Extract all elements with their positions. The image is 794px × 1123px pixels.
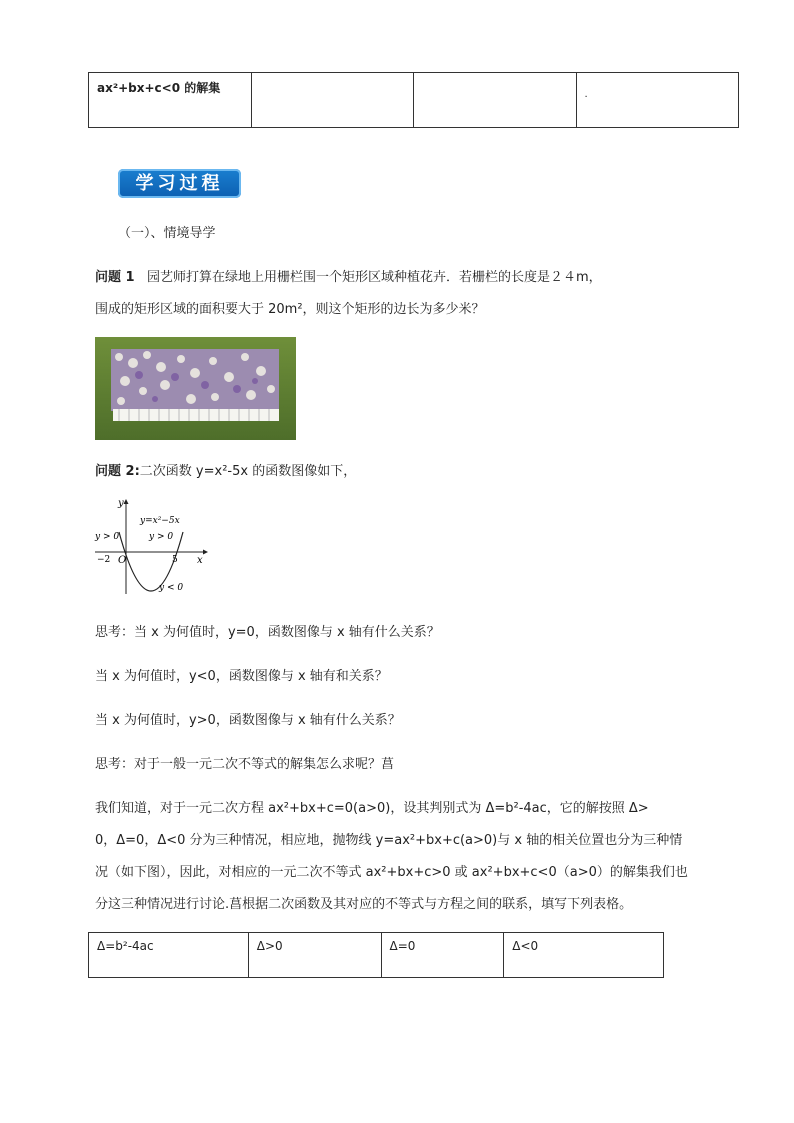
table-cell: Δ<0 bbox=[504, 933, 664, 978]
problem1-line1 bbox=[95, 269, 602, 287]
paragraph-line2: 0，Δ=0，Δ<0 分为三种情况，相应地，抛物线 y=ax²+bx+c(a>0)与 x 轴的相关位置也分为三种情 bbox=[95, 833, 683, 848]
origin-label: O bbox=[118, 555, 127, 566]
table-cell: Δ>0 bbox=[248, 933, 381, 978]
problem2-line bbox=[95, 463, 356, 481]
think-q4: 思考：对于一般一元二次不等式的解集怎么求呢？菖 bbox=[95, 757, 395, 772]
table-cell: ax²+bx+c<0 的解集 bbox=[89, 73, 252, 128]
tick-neg2: −2 bbox=[97, 555, 111, 565]
table-row bbox=[89, 73, 739, 128]
top-table bbox=[88, 72, 739, 128]
problem2-text: 二次函数 y=x²-5x 的函数图像如下， bbox=[139, 464, 357, 479]
table-cell: Δ=b²-4ac bbox=[89, 933, 249, 978]
x-axis-label: x bbox=[197, 555, 203, 566]
equation-label: y=x²−5x bbox=[140, 516, 180, 526]
table-cell: . bbox=[576, 73, 738, 128]
paragraph-line4: 分这三种情况进行讨论.菖根据二次函数及其对应的不等式与方程之间的联系，填写下列表格。 bbox=[95, 897, 633, 912]
x-axis-arrow bbox=[203, 550, 208, 555]
problem2-label: 问题 2: bbox=[95, 464, 140, 479]
problem1-text1: 园艺师打算在绿地上用栅栏围一个矩形区域种植花卉．若栅栏的长度是２４m， bbox=[146, 270, 602, 285]
left-region-label: y > 0 bbox=[95, 532, 120, 542]
table-cell bbox=[414, 73, 576, 128]
discriminant-table bbox=[88, 932, 664, 978]
paragraph-line3: 况（如下图），因此，对相应的一元二次不等式 ax²+bx+c>0 或 ax²+bx+c<0（a>0）的解集我们也 bbox=[95, 865, 688, 880]
section-title: 学习过程 bbox=[118, 169, 241, 198]
problem1-line2: 围成的矩形区域的面积要大于 20m²，则这个矩形的边长为多少米？ bbox=[95, 302, 485, 317]
think-q1: 思考：当 x 为何值时，y=0，函数图像与 x 轴有什么关系？ bbox=[95, 625, 440, 640]
problem1-label: 问题 1 bbox=[95, 270, 135, 285]
table-row bbox=[89, 933, 664, 978]
below-region-label: y < 0 bbox=[159, 583, 184, 593]
subsection-heading: （一）、情境导学 bbox=[118, 226, 216, 241]
think-q3: 当 x 为何值时，y>0，函数图像与 x 轴有什么关系？ bbox=[95, 713, 401, 728]
think-q2: 当 x 为何值时，y<0，函数图像与 x 轴有和关系？ bbox=[95, 669, 388, 684]
y-axis-label: y bbox=[118, 498, 124, 509]
y-axis-arrow bbox=[124, 499, 129, 504]
paragraph-line1: 我们知道，对于一元二次方程 ax²+bx+c=0(a>0)，设其判别式为 Δ=b²-4ac，它的解按照 Δ> bbox=[95, 801, 649, 816]
table-cell: Δ=0 bbox=[381, 933, 504, 978]
tick-5: 5 bbox=[172, 555, 178, 565]
flower-bed-photo bbox=[95, 337, 296, 440]
table-cell bbox=[251, 73, 413, 128]
parabola-graph bbox=[93, 496, 213, 596]
right-region-label: y > 0 bbox=[149, 532, 174, 542]
